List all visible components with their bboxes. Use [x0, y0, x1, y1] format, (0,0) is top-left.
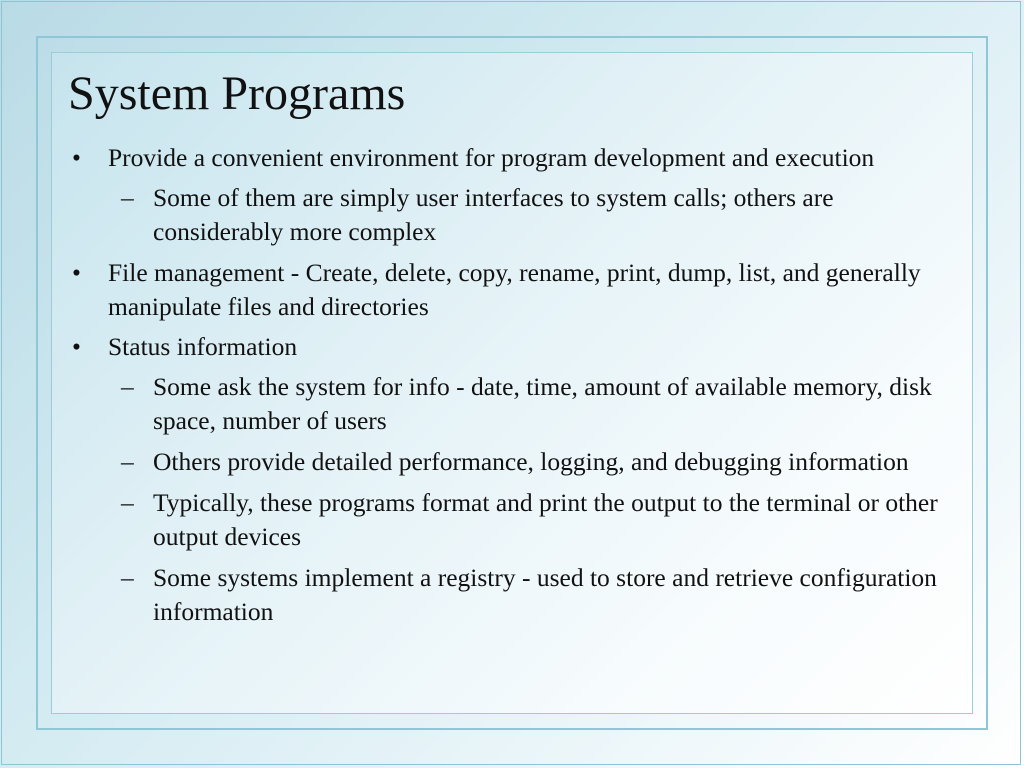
sub-bullet-marker: – [121, 563, 134, 592]
sub-bullet-item [68, 561, 968, 629]
sub-bullet-marker: – [121, 183, 134, 212]
sub-bullet-item [68, 370, 968, 438]
sub-bullet-text: Some ask the system for info - date, time, amount of available memory, disk space, number of users [153, 372, 932, 435]
sub-bullet-text: Typically, these programs format and print the output to the terminal or other output devices [153, 488, 938, 551]
bullet-marker: • [72, 332, 81, 361]
slide-title: System Programs [68, 67, 406, 120]
bullet-list [68, 141, 968, 636]
sub-bullet-marker: – [121, 447, 134, 476]
sub-bullet-text: Others provide detailed performance, logging, and debugging information [153, 447, 909, 476]
bullet-marker: • [72, 143, 81, 172]
sub-bullet-text: Some of them are simply user interfaces to system calls; others are considerably more complex [153, 183, 834, 246]
sub-bullet-text: Some systems implement a registry - used to store and retrieve configuration information [153, 563, 937, 626]
sub-bullet-marker: – [121, 488, 134, 517]
bullet-text: File management - Create, delete, copy, rename, print, dump, list, and generally manipulate files and directories [108, 258, 921, 321]
bullet-text: Status information [108, 332, 298, 361]
sub-bullet-item [68, 445, 968, 479]
bullet-item [68, 330, 968, 364]
sub-bullet-item [68, 181, 968, 249]
bullet-text: Provide a convenient environment for program development and execution [108, 143, 875, 172]
bullet-item [68, 141, 968, 175]
bullet-marker: • [72, 258, 81, 287]
sub-bullet-item [68, 486, 968, 554]
bullet-item [68, 256, 968, 324]
sub-bullet-marker: – [121, 372, 134, 401]
